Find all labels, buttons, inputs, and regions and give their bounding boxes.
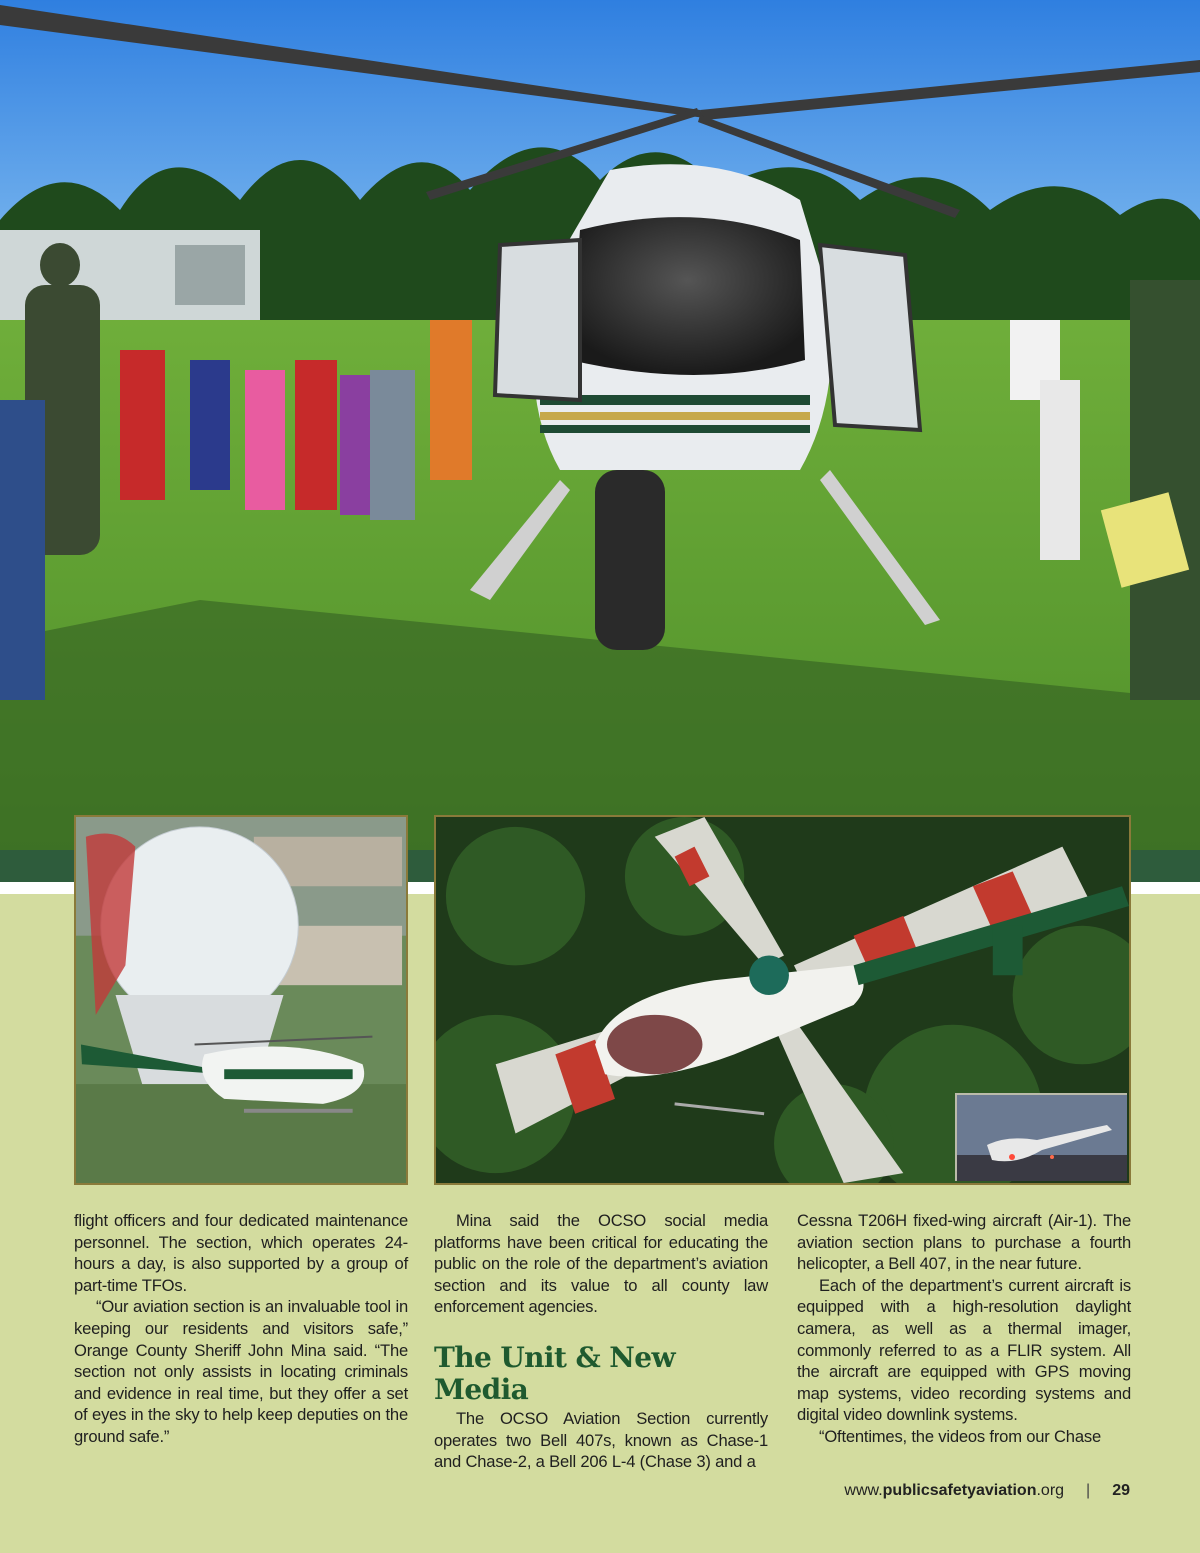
site-prefix: www.	[844, 1482, 883, 1499]
site-name: publicsafetyaviation	[882, 1482, 1037, 1499]
paragraph: “Oftentimes, the videos from our Chase	[819, 1426, 1101, 1446]
page-number: 29	[1112, 1482, 1130, 1499]
text-column-2	[434, 1210, 768, 1473]
paragraph: Each of the department’s current aircraft is equipped with a high-resolution daylight camera, as well as a thermal imager, commonly referred to as a FLIR system. All the aircraft are equipped with GPS moving map systems, video recording systems and digital video downlink systems.	[797, 1275, 1131, 1425]
footer-separator: |	[1086, 1482, 1091, 1499]
text-column-3	[797, 1210, 1131, 1448]
paragraph: The OCSO Aviation Section currently operates two Bell 407s, known as Chase-1 and Chase-2, a Bell 206 L-4 (Chase 3) and a	[434, 1408, 768, 1472]
night-inset-photo-art	[957, 1095, 1127, 1181]
text-column-1	[74, 1210, 408, 1448]
epcot-photo-art	[76, 817, 406, 1183]
night-inset-photo	[955, 1093, 1127, 1181]
page-footer	[844, 1482, 1130, 1500]
paragraph: flight officers and four dedicated maintenance personnel. The section, which operates 24-hours a day, is also supported by a group of part-time TFOs.	[74, 1211, 408, 1295]
section-heading: The Unit & New Media	[434, 1340, 675, 1406]
website-url[interactable]	[844, 1482, 1064, 1500]
paragraph: “Our aviation section is an invaluable tool in keeping our residents and visitors safe,” Orange County Sheriff John Mina said. “The section not only assists in locating criminals and evidence in real time, but they offer a set of eyes in the sky to help keep deputies on the ground safe.”	[74, 1297, 408, 1446]
aerial-photo	[434, 815, 1131, 1185]
site-suffix: .org	[1036, 1482, 1065, 1499]
paragraph: Mina said the OCSO social media platforms have been critical for educating the public on the role of the department’s aviation section and its value to all county law enforcement agencies.	[434, 1211, 768, 1317]
epcot-photo	[74, 815, 408, 1185]
paragraph: Cessna T206H fixed-wing aircraft (Air-1). The aviation section plans to purchase a fourth helicopter, a Bell 407, in the near future.	[797, 1211, 1131, 1274]
